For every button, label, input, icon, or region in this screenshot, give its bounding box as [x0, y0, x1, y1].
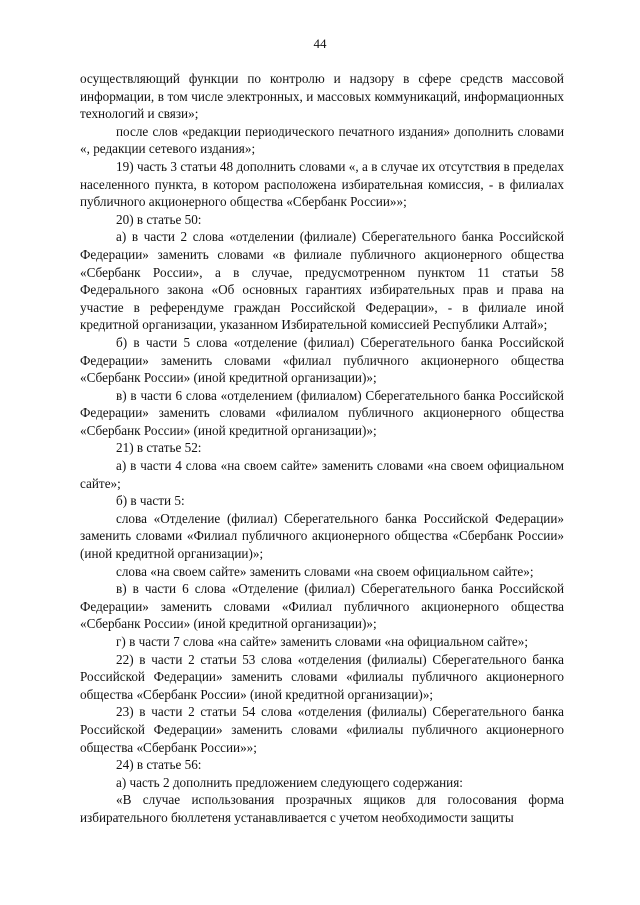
document-body	[80, 70, 564, 827]
paragraph: слова «на своем сайте» заменить словами «на своем официальном сайте»;	[116, 563, 534, 579]
page-number: 44	[313, 36, 327, 51]
paragraph: г) в части 7 слова «на сайте» заменить словами «на официальном сайте»;	[116, 634, 529, 649]
paragraph: б) в части 5 слова «отделение (филиал) Сберегательного банка Российской Федерации» заменить словами «филиал публичного акционерного общества «Сбербанк России» (иной кредитной организации)»;	[80, 334, 564, 386]
paragraph: после слов «редакции периодического печатного издания» дополнить словами «, редакции сетевого издания»;	[80, 123, 564, 157]
paragraph: 20) в статье 50:	[116, 211, 202, 227]
paragraph: а) в части 2 слова «отделении (филиале) Сберегательного банка Российской Федерации» заменить словами «в филиале публичного акционерного общества «Сбербанк России», а в случае, предусмотренном пунктом 11 статьи 58 Федерального закона «Об основных гарантиях избирательных прав и права на участие в референдуме граждан Российской Федерации», - в филиале иной кредитной организации, указанном Избирательной комиссией Республики Алтай»;	[80, 229, 564, 333]
paragraph: а) часть 2 дополнить предложением следующего содержания:	[116, 774, 463, 790]
paragraph: слова «Отделение (филиал) Сберегательного банка Российской Федерации» заменить словами «Филиал публичного акционерного общества «Сбербанк России» (иной кредитной организации)»;	[80, 510, 564, 562]
paragraph: а) в части 4 слова «на своем сайте» заменить словами «на своем официальном сайте»;	[80, 458, 564, 491]
paragraph: 23) в части 2 статьи 54 слова «отделения (филиалы) Сберегательного банка Российской Федерации» заменить словами «филиалы публичного акционерного общества «Сбербанк России»»;	[80, 704, 564, 755]
paragraph: осуществляющий функции по контролю и надзору в сфере средств массовой информации, в том числе электронных, и массовых коммуникаций, информационных технологий и связи»;	[80, 71, 564, 122]
paragraph: 24) в статье 56:	[116, 757, 202, 773]
paragraph: в) в части 6 слова «отделением (филиалом) Сберегательного банка Российской Федерации» заменить словами «филиалом публичного акционерного общества «Сбербанк России» (иной кредитной организации)»;	[80, 387, 564, 438]
paragraph: б) в части 5:	[116, 493, 185, 509]
paragraph: в) в части 6 слова «Отделение (филиал) Сберегательного банка Российской Федерации» заменить словами «Филиал публичного акционерного общества «Сбербанк России» (иной кредитной организации)»;	[80, 581, 564, 632]
paragraph: 19) часть 3 статьи 48 дополнить словами «, а в случае их отсутствия в пределах населенного пункта, в котором расположена избирательная комиссия, - в филиалах публичного акционерного общества «Сбербанк России»»;	[80, 158, 564, 210]
paragraph: «В случае использования прозрачных ящиков для голосования форма избирательного бюллетеня устанавливается с учетом необходимости защиты	[80, 792, 564, 825]
paragraph: 22) в части 2 статьи 53 слова «отделения (филиалы) Сберегательного банка Российской Федерации» заменить словами «филиалы публичного акционерного общества «Сбербанк России» (иной кредитной организации)»;	[80, 651, 564, 702]
paragraph: 21) в статье 52:	[116, 440, 202, 456]
